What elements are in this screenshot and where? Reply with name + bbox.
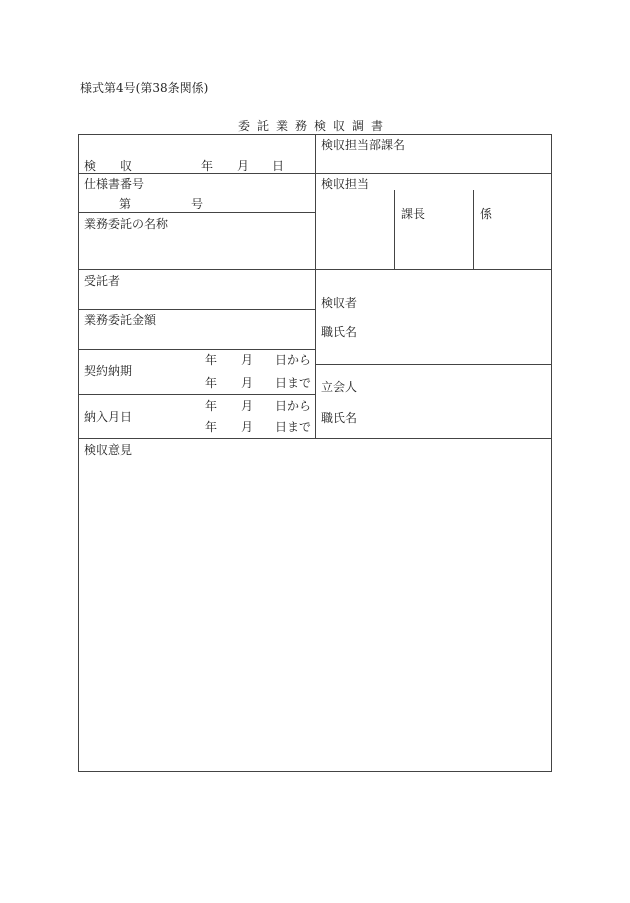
- business-name-label: 業務委託の名称: [84, 217, 169, 231]
- row-divider: [78, 212, 315, 213]
- contractor-label: 受託者: [84, 274, 121, 288]
- spec-number-go: 号: [191, 197, 204, 211]
- delivery-date-from-month: 月: [241, 399, 254, 413]
- witness-label: 立会人: [321, 380, 358, 394]
- inspection-date-day: 日: [272, 159, 285, 173]
- row-divider: [78, 438, 552, 439]
- contract-deadline-from: 日から: [275, 353, 312, 367]
- delivery-date-from: 日から: [275, 399, 312, 413]
- row-divider: [315, 173, 552, 174]
- contract-deadline-from-month: 月: [241, 353, 254, 367]
- spec-number-label: 仕様書番号: [84, 177, 145, 191]
- staff-label: 係: [480, 207, 493, 221]
- row-divider: [78, 394, 315, 395]
- witness-title-name-label: 職氏名: [321, 411, 358, 425]
- row-divider: [78, 173, 315, 174]
- inspection-date-month: 月: [237, 159, 250, 173]
- spec-number-dai: 第: [119, 197, 132, 211]
- section-chief-label: 課長: [401, 207, 426, 221]
- delivery-date-label: 納入月日: [84, 410, 133, 424]
- contract-deadline-to-month: 月: [241, 376, 254, 390]
- delivery-date-to-month: 月: [241, 420, 254, 434]
- contract-deadline-to: 日まで: [275, 376, 312, 390]
- form-title: 委託業務検収調書: [238, 119, 391, 133]
- inspection-dept-label: 検収担当部課名: [321, 138, 406, 152]
- inspection-staff-label: 検収担当: [321, 177, 370, 191]
- stamp-column-divider: [394, 190, 395, 270]
- inspection-date-year: 年: [201, 159, 214, 173]
- delivery-date-from-year: 年: [205, 399, 218, 413]
- row-divider: [78, 309, 315, 310]
- contract-deadline-from-year: 年: [205, 353, 218, 367]
- row-divider: [78, 269, 315, 270]
- contract-deadline-to-year: 年: [205, 376, 218, 390]
- inspection-date-label: 検 収: [84, 159, 133, 173]
- stamp-column-divider: [473, 190, 474, 270]
- inspector-title-name-label: 職氏名: [321, 325, 358, 339]
- row-divider: [315, 269, 552, 270]
- column-divider: [315, 134, 316, 439]
- delivery-date-to-year: 年: [205, 420, 218, 434]
- inspector-label: 検収者: [321, 296, 358, 310]
- contract-deadline-label: 契約納期: [84, 364, 133, 378]
- delivery-date-to: 日まで: [275, 420, 312, 434]
- row-divider: [78, 349, 315, 350]
- inspection-opinion-label: 検収意見: [84, 443, 133, 457]
- form-number: 様式第4号(第38条関係): [80, 81, 209, 95]
- contract-amount-label: 業務委託金額: [84, 313, 157, 327]
- row-divider: [315, 364, 552, 365]
